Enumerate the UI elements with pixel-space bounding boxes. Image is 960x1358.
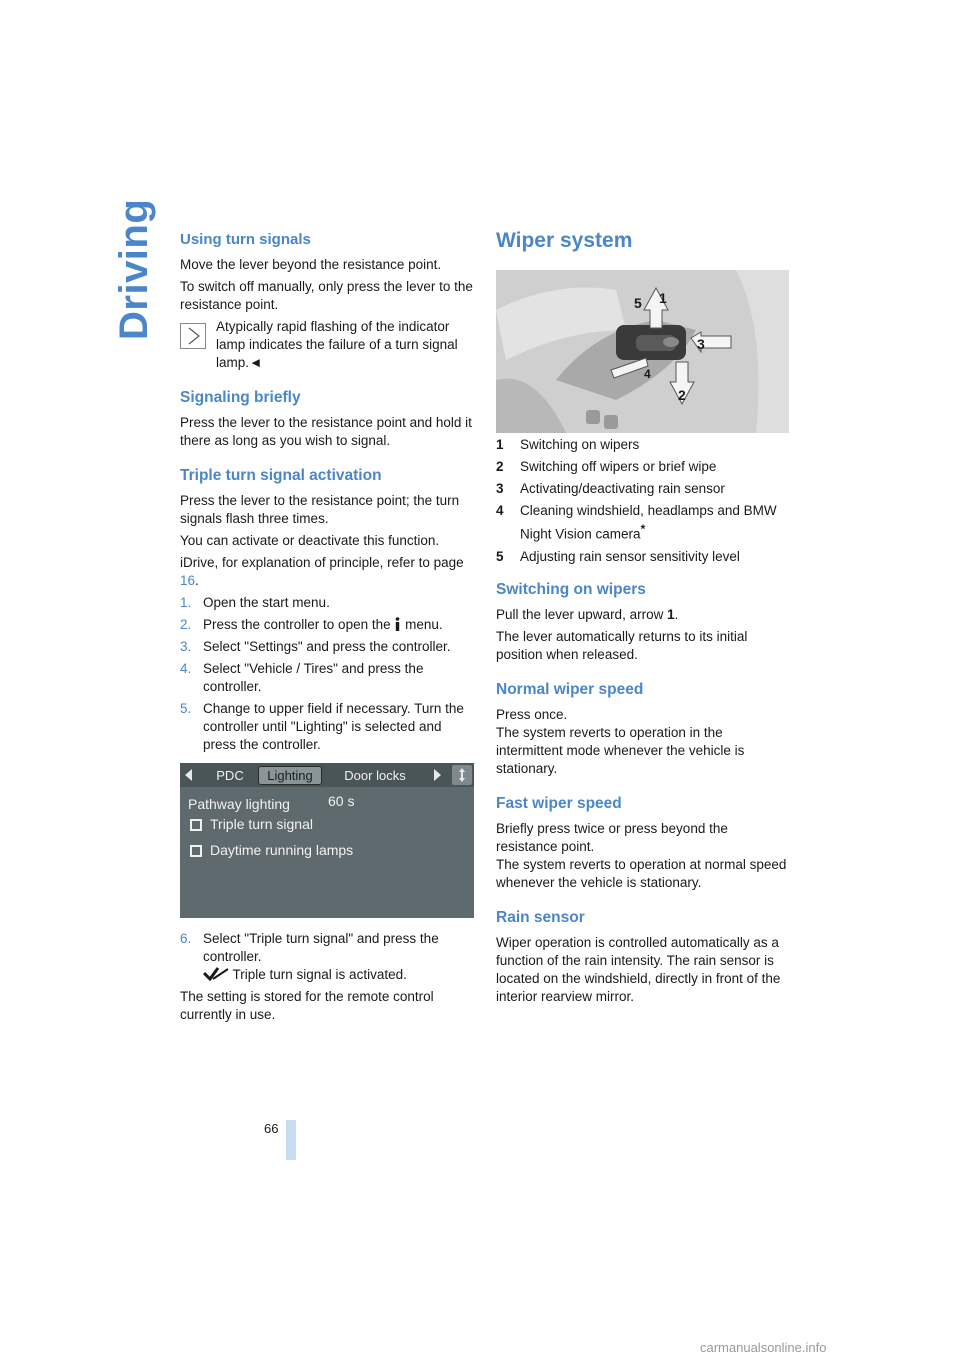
legend-number: 2 [496, 459, 504, 474]
step-number: 1. [180, 595, 192, 610]
step-text: Select "Settings" and press the controller. [203, 639, 451, 654]
paragraph: The system reverts to operation at normal speed whenever the vehicle is stationary. [496, 856, 787, 890]
note-block [180, 318, 476, 372]
right-column-top [496, 228, 792, 262]
scroll-icon [452, 765, 472, 785]
legend-text: Activating/deactivating rain sensor [520, 481, 725, 496]
checkbox-icon [190, 845, 202, 857]
section-side-title [112, 198, 158, 340]
note-triangle-icon [180, 323, 206, 349]
text: iDrive, for explanation of principle, refer to page [180, 555, 464, 570]
end-mark: ◄ [249, 355, 263, 370]
diagram-label: 1 [659, 290, 667, 306]
paragraph: Wiper operation is controlled automatically as a function of the rain intensity. The rain sensor is located on the windshield, directly in front of the interior rearview mirror. [496, 934, 781, 1004]
list-item [496, 502, 792, 544]
diagram-label: 5 [634, 295, 642, 311]
left-column-bottom [180, 930, 476, 1028]
text: Pull the lever upward, arrow [496, 606, 668, 622]
step-text: Select "Triple turn signal" and press the controller. [203, 931, 439, 964]
heading-rain-sensor: Rain sensor [496, 908, 585, 926]
wiper-lever-diagram [496, 270, 789, 433]
menu-tab-bar [180, 763, 474, 787]
list-item [496, 436, 792, 454]
step-text: menu. [401, 617, 443, 632]
wiper-diagram-svg [496, 270, 789, 433]
text: . [674, 606, 679, 622]
row-label: Pathway lighting [188, 796, 290, 812]
paragraph: To switch off manually, only press the lever to the resistance point. [180, 279, 473, 312]
checkmark-icon [203, 967, 229, 981]
list-item [180, 594, 476, 612]
legend-text: Switching off wipers or brief wipe [520, 459, 717, 474]
paragraph: The setting is stored for the remote control currently in use. [180, 989, 434, 1022]
steps-list [180, 930, 476, 984]
list-item [496, 458, 792, 476]
step-number: 3. [180, 639, 192, 654]
optional-star: * [640, 522, 646, 536]
paragraph: Press once. [496, 706, 568, 722]
heading-triple-turn-signal: Triple turn signal activation [180, 467, 382, 484]
legend-number: 3 [496, 481, 504, 496]
menu-row-pathway [188, 795, 290, 813]
paragraph [496, 606, 792, 624]
paragraph [180, 554, 476, 590]
tab-lighting: Lighting [258, 766, 322, 785]
paragraph: Move the lever beyond the resistance point. [180, 257, 442, 272]
heading-wiper-system: Wiper system [496, 229, 633, 252]
paragraph: Press the lever to the resistance point and hold it there as long as you wish to signal. [180, 415, 472, 448]
step-text: Open the start menu. [203, 595, 330, 610]
heading-normal-wiper-speed: Normal wiper speed [496, 680, 644, 698]
legend-list [496, 436, 792, 566]
text-bold: 1 [667, 606, 675, 622]
page-link[interactable]: 16 [180, 573, 196, 588]
legend-number: 4 [496, 503, 504, 518]
menu-row-triple [190, 815, 313, 833]
text: . [195, 573, 199, 588]
step-sub [203, 966, 476, 984]
list-item [180, 660, 476, 696]
step-text: Change to upper field if necessary. Turn the controller until "Lighting" is selected and press the controller. [203, 701, 464, 752]
legend-number: 1 [496, 437, 504, 452]
legend-text: Adjusting rain sensor sensitivity level [520, 548, 740, 564]
checkbox-icon [190, 819, 202, 831]
step-sub-text: Triple turn signal is activated. [232, 967, 407, 982]
step-text: Press the controller to open the [203, 617, 395, 632]
page-number: 66 [264, 1121, 279, 1136]
step-text: Select "Vehicle / Tires" and press the controller. [203, 661, 424, 694]
left-column [180, 230, 476, 758]
paragraph: Press the lever to the resistance point; the turn signals flash three times. [180, 493, 460, 526]
steps-list [180, 594, 476, 754]
menu-row-daytime [190, 841, 353, 859]
paragraph: Briefly press twice or press beyond the resistance point. [496, 820, 728, 854]
page-marker-bar [286, 1120, 296, 1160]
step-number: 2. [180, 617, 192, 632]
legend-number: 5 [496, 548, 504, 564]
diagram-label: 3 [697, 336, 705, 352]
paragraph: The lever automatically returns to its initial position when released. [496, 628, 748, 662]
list-item [180, 700, 476, 754]
side-title-text: Driving [112, 198, 156, 340]
idrive-menu-screenshot [180, 763, 474, 918]
heading-fast-wiper-speed: Fast wiper speed [496, 794, 622, 812]
list-item [496, 480, 792, 498]
row-label: Triple turn signal [210, 816, 313, 832]
tab-pdc: PDC [216, 768, 244, 783]
paragraph: You can activate or deactivate this function. [180, 533, 440, 548]
list-item [180, 616, 476, 634]
note-text: Atypically rapid flashing of the indicator lamp indicates the failure of a turn signal lamp. [216, 319, 458, 370]
legend-text: Switching on wipers [520, 437, 640, 452]
step-number: 5. [180, 701, 192, 716]
arrow-left-icon [185, 769, 192, 781]
diagram-label: 2 [678, 387, 686, 403]
tab-door-locks: Door locks [344, 768, 406, 783]
list-item [180, 638, 476, 656]
legend-text: Cleaning windshield, headlamps and BMW Night Vision camera [520, 503, 777, 542]
menu-row-pathway-value: 60 s [328, 793, 355, 809]
diagram-label: 4 [644, 367, 651, 381]
list-item [180, 930, 476, 984]
right-column [496, 436, 792, 1010]
watermark: carmanualsonline.info [700, 1340, 827, 1355]
paragraph: The system reverts to operation in the intermittent mode whenever the vehicle is stationary. [496, 724, 745, 776]
arrow-right-icon [434, 769, 441, 781]
heading-signaling-briefly: Signaling briefly [180, 389, 301, 406]
row-label: Daytime running lamps [210, 842, 354, 858]
list-item [496, 548, 792, 566]
step-number: 6. [180, 931, 192, 946]
heading-using-turn-signals: Using turn signals [180, 231, 311, 248]
heading-switching-on-wipers: Switching on wipers [496, 580, 646, 598]
step-number: 4. [180, 661, 192, 676]
